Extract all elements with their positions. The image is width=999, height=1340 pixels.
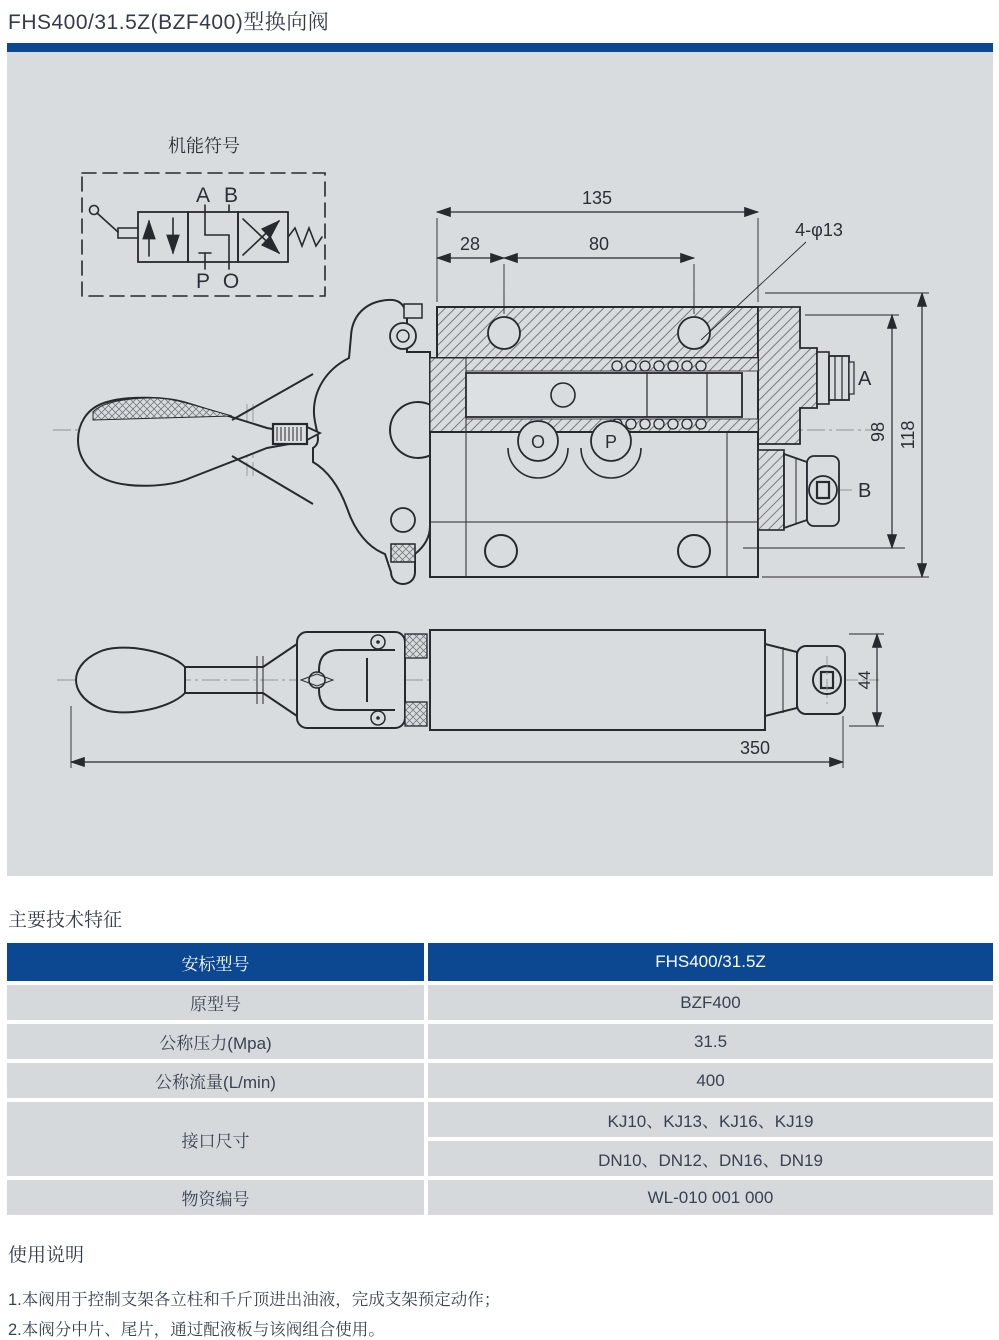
- spec-label: 安标型号: [7, 943, 424, 981]
- body-hole: [678, 535, 710, 567]
- table-row: [7, 1102, 993, 1176]
- function-symbol: [82, 136, 325, 296]
- mounting-hole: [678, 317, 710, 349]
- spec-value: FHS400/31.5Z: [428, 943, 993, 981]
- table-row: [7, 1180, 993, 1215]
- dim-4-phi13: 4-φ13: [795, 220, 843, 240]
- spec-label: 原型号: [7, 985, 424, 1020]
- dim-28: 28: [459, 234, 481, 254]
- spec-label: 物资编号: [7, 1180, 424, 1215]
- port-p-label: P: [604, 432, 618, 452]
- port-a-fitting: [817, 352, 872, 404]
- port-o-label: O: [530, 432, 546, 452]
- tech-spec-heading: 主要技术特征: [8, 910, 123, 931]
- spec-value: 31.5: [428, 1024, 993, 1059]
- linkage-bracket: [313, 300, 441, 584]
- spec-value: BZF400: [428, 985, 993, 1020]
- drawing-panel: [7, 52, 993, 876]
- port-b-fitting: [758, 450, 871, 530]
- handle-lever: [78, 374, 320, 504]
- spec-value: DN10、DN12、DN16、DN19: [428, 1141, 993, 1176]
- valve-body: [430, 307, 817, 577]
- technical-drawing: [7, 52, 993, 876]
- table-row: [7, 1063, 993, 1098]
- main-view: [53, 188, 929, 584]
- usage-note: 2.本阀分中片、尾片，通过配液板与该阀组合使用。: [8, 1321, 385, 1339]
- spec-value: WL-010 001 000: [428, 1180, 993, 1215]
- dim-98: 98: [868, 421, 888, 443]
- body-hole: [485, 535, 517, 567]
- mounting-hole: [488, 317, 520, 349]
- title-divider-bar: [7, 43, 993, 52]
- usage-heading: 使用说明: [8, 1245, 85, 1266]
- dim-44: 44: [855, 670, 874, 690]
- dim-118: 118: [898, 420, 918, 450]
- symbol-port-o-label: O: [222, 270, 240, 293]
- page-title: FHS400/31.5Z(BZF400)型换向阀: [8, 11, 330, 34]
- function-symbol-label: 机能符号: [168, 136, 240, 156]
- symbol-port-b-label: B: [223, 184, 239, 207]
- spec-value: 400: [428, 1063, 993, 1098]
- table-header-row: [7, 943, 993, 981]
- spec-label: 接口尺寸: [7, 1102, 424, 1176]
- dim-135: 135: [581, 188, 613, 208]
- usage-note: 1.本阀用于控制支架各立柱和千斤顶进出油液，完成支架预定动作；: [8, 1291, 501, 1309]
- valve-body-plan: [430, 630, 765, 730]
- dim-350: 350: [739, 738, 771, 758]
- symbol-port-p-label: P: [195, 270, 211, 293]
- table-row: [7, 1024, 993, 1059]
- spec-label: 公称压力(Mpa): [7, 1024, 424, 1059]
- spec-value: KJ10、KJ13、KJ16、KJ19: [428, 1102, 993, 1137]
- handle-knob: [76, 648, 185, 713]
- port-b-label: B: [858, 480, 872, 502]
- table-row: [7, 985, 993, 1020]
- symbol-port-a-label: A: [195, 184, 211, 207]
- port-a-label: A: [858, 368, 872, 390]
- top-view: [57, 630, 884, 768]
- spec-table: [7, 943, 993, 1215]
- spool: [466, 373, 742, 417]
- spec-label: 公称流量(L/min): [7, 1063, 424, 1098]
- dim-holes: 80: [588, 234, 610, 254]
